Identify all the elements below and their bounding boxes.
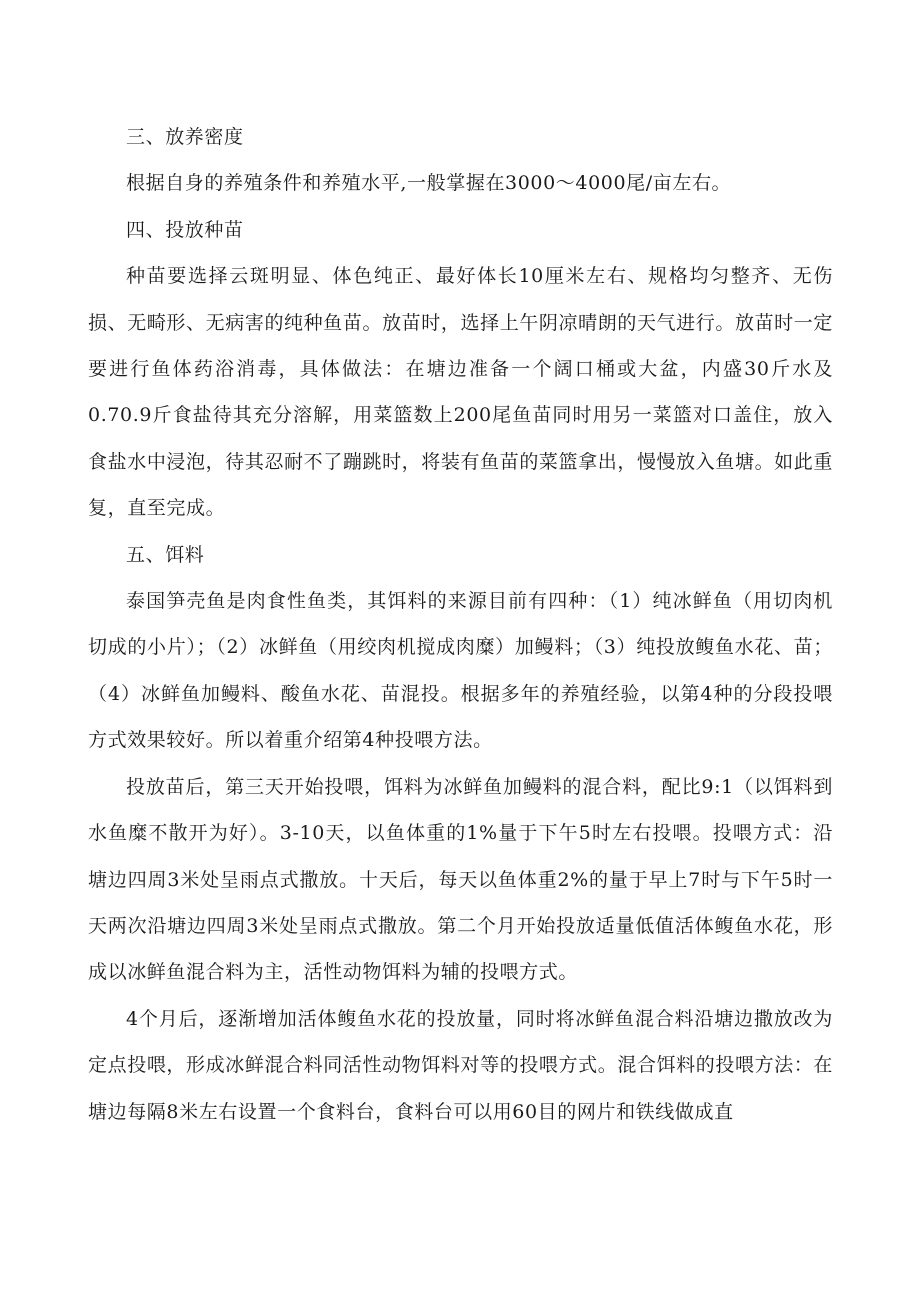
paragraph-feeding-later: 4个月后，逐渐增加活体鳆鱼水花的投放量，同时将冰鲜鱼混合料沿塘边撒放改为定点投喂，形成冰鲜混合料同活性动物饵料对等的投喂方式。混合饵料的投喂方法：在塘边每隔8米左右设置一个食料台，食料台可以用60目的网片和铁线做成直 [88, 1007, 833, 1123]
paragraph-feed-sources: 泰国笋壳鱼是肉食性鱼类，其饵料的来源目前有四种：（1）纯冰鲜鱼（用切肉机切成的小片）；（2）冰鲜鱼（用绞肉机搅成肉糜）加鳗料；（3）纯投放鳆鱼水花、苗；（4）冰鲜鱼加鳗料、酸鱼水花、苗混投。根据多年的养殖经验，以第4种的分段投喂方式效果较好。所以着重介绍第4种投喂方法。 [88, 590, 833, 752]
section-heading-stocking-density: 三、放养密度 [126, 126, 244, 148]
section-heading-stocking-fry: 四、投放种苗 [126, 218, 244, 241]
paragraph-feeding-schedule: 投放苗后，第三天开始投喂，饵料为冰鲜鱼加鳗料的混合料，配比9:1（以饵料到水鱼糜不散开为好）。3-10天，以鱼体重的1%量于下午5时左右投喂。投喂方式：沿塘边四周3米处呈雨点式撒放。十天后，每天以鱼体重2%的量于早上7时与下午5时一天两次沿塘边四周3米处呈雨点式撒放。第二个月开始投放适量低值活体鳆鱼水花，形成以冰鲜鱼混合料为主，活性动物饵料为辅的投喂方式。 [88, 775, 833, 984]
paragraph-stocking-density: 根据自身的养殖条件和养殖水平,一般掌握在3000～4000尾/亩左右。 [126, 172, 732, 195]
section-heading-feed: 五、饵料 [126, 543, 205, 566]
paragraph-stocking-fry: 种苗要选择云斑明显、体色纯正、最好体长10厘米左右、规格均匀整齐、无伤损、无畸形、无病害的纯种鱼苗。放苗时，选择上午阴凉晴朗的天气进行。放苗时一定要进行鱼体药浴消毒，具体做法：在塘边准备一个阔口桶或大盆，内盛30斤水及0.70.9斤食盐待其充分溶解，用菜篮数上200尾鱼苗同时用另一菜篮对口盖住，放入食盐水中浸泡，待其忍耐不了蹦跳时，将装有鱼苗的菜篮拿出，慢慢放入鱼塘。如此重复，直至完成。 [88, 265, 833, 520]
document-body [88, 114, 833, 1135]
